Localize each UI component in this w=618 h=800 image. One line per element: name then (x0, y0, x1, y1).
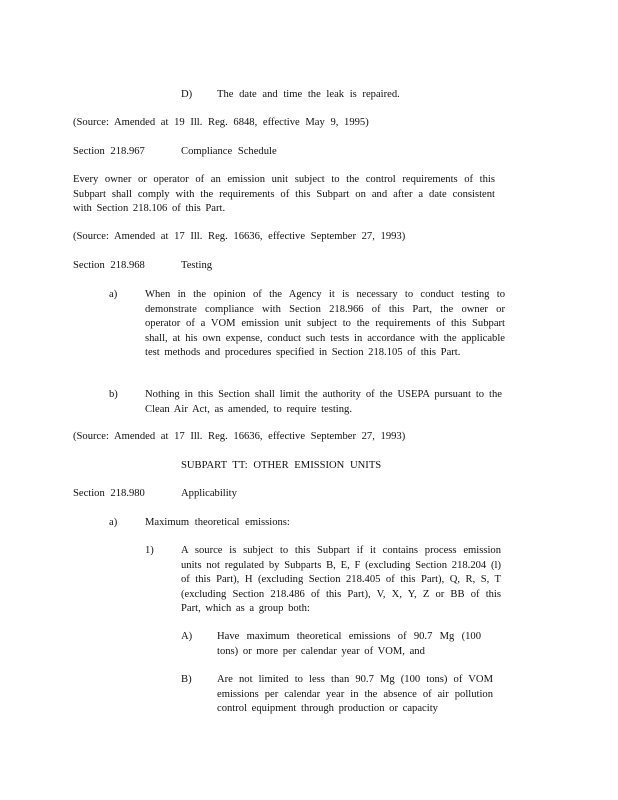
section-218-980-title: Applicability (181, 488, 237, 499)
section-218-968-item-b-text: Nothing in this Section shall limit the authority of the USEPA pursuant to the Clean Air Act, as amended, to require testing. (145, 389, 502, 415)
section-218-980-item-a-text: Maximum theoretical emissions: (145, 517, 290, 528)
section-218-968-title: Testing (181, 260, 213, 271)
section-218-980-item-B-text: Are not limited to less than 90.7 Mg (100 tons) of VOM emissions per calendar year in the absence of air pollution control equipment through production or capacity (217, 674, 493, 714)
section-218-968-item-a-text: When in the opinion of the Agency it is necessary to conduct testing to demonstrate compliance with Section 218.966 of this Part, the owner or operator of a VOM emission unit subject to the requirements of this Subpart shall, at his own expense, conduct such tests in accordance with the applicable test methods and procedures specified in Section 218.105 of this Part. (145, 289, 505, 358)
item-d-marker: D) (181, 89, 193, 100)
source-note-2: (Source: Amended at 17 Ill. Reg. 16636, effective September 27, 1993) (73, 231, 406, 242)
section-218-967-body: Every owner or operator of an emission unit subject to the control requirements of this Subpart shall comply with the requirements of this Subpart on and after a date consistent with Section 218.106 of this Part. (73, 174, 495, 214)
item-a-marker: a) (109, 517, 118, 528)
item-a-marker: a) (109, 289, 118, 300)
item-1-marker: 1) (145, 545, 154, 556)
item-b-marker: b) (109, 389, 118, 400)
subpart-title: SUBPART TT: OTHER EMISSION UNITS (181, 460, 382, 471)
item-B-marker: B) (181, 674, 192, 685)
source-note-3: (Source: Amended at 17 Ill. Reg. 16636, effective September 27, 1993) (73, 431, 406, 442)
section-218-968-heading: Section 218.968 (73, 260, 145, 271)
section-218-980-item-A-text: Have maximum theoretical emissions of 90.7 Mg (100 tons) or more per calendar year of VOM, and (217, 631, 481, 657)
source-note-1: (Source: Amended at 19 Ill. Reg. 6848, effective May 9, 1995) (73, 117, 369, 128)
section-218-967-title: Compliance Schedule (181, 146, 277, 157)
item-A-marker: A) (181, 631, 193, 642)
section-218-980-item-1-text: A source is subject to this Subpart if it contains process emission units not regulated by Subparts B, E, F (excluding Section 218.204 (l) of this Part), H (excluding Section 218.405 of this Part), Q, R, S, T (excluding Section 218.486 of this Part), V, X, Y, Z or BB of this Part, which as a group both: (181, 545, 501, 614)
section-218-967-heading: Section 218.967 (73, 146, 145, 157)
section-218-980-heading: Section 218.980 (73, 488, 145, 499)
item-d-text: The date and time the leak is repaired. (217, 89, 400, 100)
